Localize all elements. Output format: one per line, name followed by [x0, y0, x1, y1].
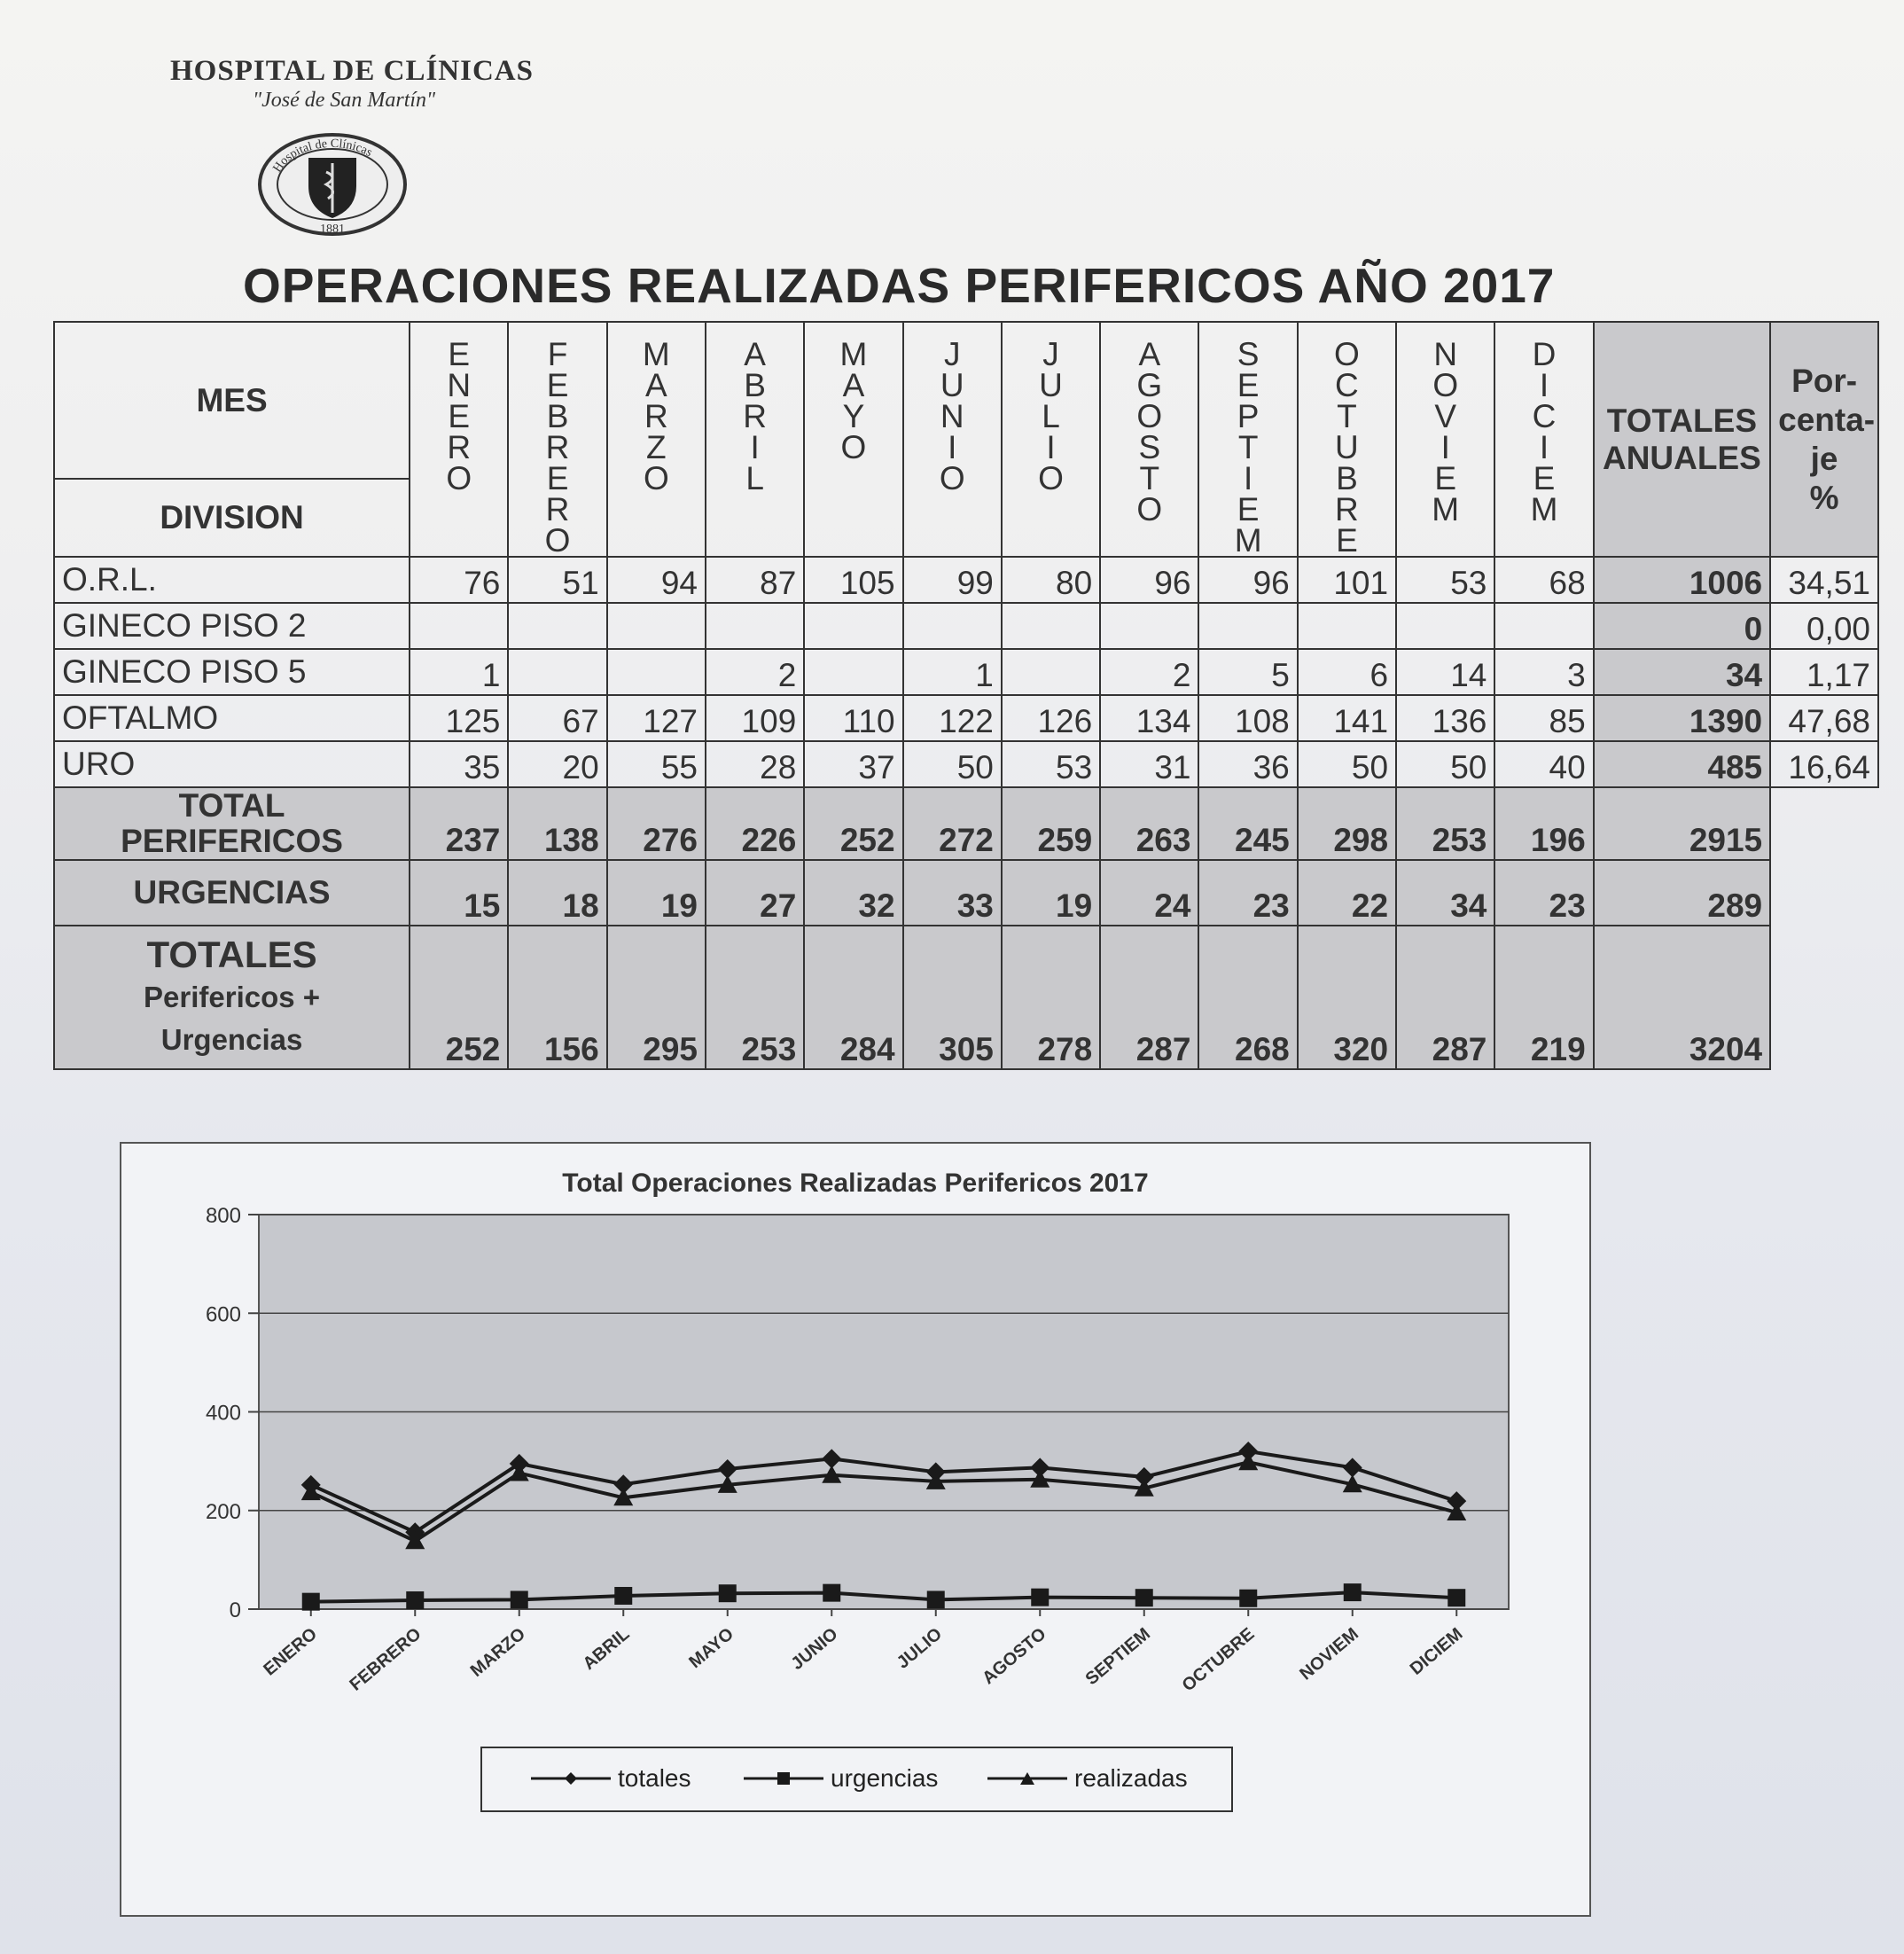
cell-value: 40: [1494, 741, 1593, 787]
cell-value: 20: [508, 741, 606, 787]
month-letter: R: [545, 429, 570, 465]
chart-svg: [121, 1144, 1589, 1729]
month-header: [1198, 322, 1297, 557]
totales-label-line: TOTALES: [146, 934, 317, 975]
cell-value: [1396, 603, 1494, 649]
total_perifericos-value: 276: [607, 787, 706, 860]
month-letter: U: [940, 367, 964, 403]
cell-value: 67: [508, 695, 606, 741]
month-letter: E: [1533, 460, 1556, 496]
month-letter: E: [448, 336, 471, 372]
y-tick-label: 600: [205, 1302, 241, 1327]
data-point-urgencias: [1031, 1589, 1049, 1606]
cell-value: [903, 603, 1002, 649]
totales-value: 278: [1002, 926, 1100, 1069]
x-tick-label: OCTUBRE: [1178, 1623, 1259, 1696]
month-letter: B: [744, 367, 766, 403]
month-letter: C: [1532, 398, 1557, 434]
totales-value: 156: [508, 926, 606, 1069]
total_perifericos-value: 298: [1298, 787, 1396, 860]
month-letter: C: [1335, 367, 1359, 403]
cell-value: [706, 603, 804, 649]
month-header: [903, 322, 1002, 557]
table-row: [54, 649, 1878, 695]
month-letter: T: [1139, 460, 1160, 496]
y-tick-label: 400: [205, 1401, 241, 1426]
totales-value: 305: [903, 926, 1002, 1069]
month-letter: J: [1042, 336, 1059, 372]
month-letter: E: [1237, 491, 1260, 528]
chart-title: Total Operaciones Realizadas Perifericos 2017: [562, 1168, 1149, 1198]
legend-item-urgencias: [744, 1764, 938, 1793]
month-letter: R: [743, 398, 767, 434]
data-point-urgencias: [614, 1587, 632, 1605]
total_perifericos-label-line: PERIFERICOS: [121, 823, 343, 859]
month-letter: O: [1136, 491, 1163, 528]
month-letter: I: [1539, 367, 1549, 403]
month-letter: R: [447, 429, 472, 465]
data-point-urgencias: [406, 1591, 424, 1609]
month-header: [1494, 322, 1593, 557]
y-tick-label: 800: [205, 1204, 241, 1228]
seal-text: Hospital de Clínicas: [270, 137, 375, 176]
cell-value: 101: [1298, 557, 1396, 603]
x-tick-label: AGOSTO: [979, 1623, 1050, 1689]
cell-value: 127: [607, 695, 706, 741]
total_perifericos-value: 196: [1494, 787, 1593, 860]
cell-value: 76: [410, 557, 508, 603]
urgencias-row: [54, 860, 1878, 926]
annual-total: 485: [1594, 741, 1770, 787]
percentage: 0,00: [1770, 603, 1878, 649]
month-letter: R: [545, 491, 570, 528]
month-letter: T: [1237, 429, 1259, 465]
totales-value: 295: [607, 926, 706, 1069]
cell-value: 80: [1002, 557, 1100, 603]
month-letter: D: [1532, 336, 1557, 372]
month-letter: B: [1336, 460, 1358, 496]
line-chart: [120, 1142, 1591, 1917]
month-letter: A: [842, 367, 865, 403]
month-letter: O: [840, 429, 867, 465]
x-tick-label: MARZO: [466, 1623, 529, 1681]
x-tick-label: ABRIL: [579, 1623, 634, 1675]
cell-value: [1100, 603, 1198, 649]
legend-item-realizadas: [987, 1764, 1188, 1793]
annual-total: 0: [1594, 603, 1770, 649]
month-header: [706, 322, 804, 557]
month-letter: A: [644, 367, 667, 403]
month-letter: O: [544, 522, 571, 559]
month-letter: O: [643, 460, 669, 496]
month-letter: N: [940, 398, 964, 434]
month-letter: M: [839, 336, 868, 372]
month-letter: M: [1234, 522, 1262, 559]
month-letter: O: [1334, 336, 1360, 372]
month-letter: O: [939, 460, 965, 496]
x-tick-label: JUNIO: [787, 1623, 842, 1675]
data-point-urgencias: [1344, 1583, 1362, 1601]
cell-value: 1: [903, 649, 1002, 695]
data-point-urgencias: [302, 1593, 320, 1611]
cell-value: 126: [1002, 695, 1100, 741]
urgencias-value: 23: [1198, 860, 1297, 926]
cell-value: [804, 603, 902, 649]
pct-header-line: je: [1810, 440, 1838, 477]
cell-value: 110: [804, 695, 902, 741]
urgencias-value: 23: [1494, 860, 1593, 926]
month-letter: E: [546, 460, 569, 496]
cell-value: 87: [706, 557, 804, 603]
month-letter: V: [1434, 398, 1457, 434]
division-name: GINECO PISO 5: [54, 649, 410, 695]
cell-value: [1002, 649, 1100, 695]
month-letter: U: [1039, 367, 1063, 403]
cell-value: 3: [1494, 649, 1593, 695]
month-letter: N: [1433, 336, 1458, 372]
data-point-urgencias: [823, 1584, 840, 1602]
cell-value: 53: [1002, 741, 1100, 787]
totales-value: 219: [1494, 926, 1593, 1069]
urgencias-value: 34: [1396, 860, 1494, 926]
totales-anuales-header: TOTALES ANUALES: [1594, 322, 1770, 557]
cell-value: 14: [1396, 649, 1494, 695]
cell-value: 108: [1198, 695, 1297, 741]
total_perifericos-row: [54, 787, 1878, 860]
annual-total: 34: [1594, 649, 1770, 695]
cell-value: [1494, 603, 1593, 649]
total_perifericos-total: 2915: [1594, 787, 1770, 860]
totales-value: 252: [410, 926, 508, 1069]
cell-value: 2: [1100, 649, 1198, 695]
month-header: [1396, 322, 1494, 557]
urgencias-value: 22: [1298, 860, 1396, 926]
totales-label-line: Urgencias: [160, 1023, 303, 1056]
cell-value: 6: [1298, 649, 1396, 695]
month-letter: E: [1237, 367, 1260, 403]
annual-total: 1006: [1594, 557, 1770, 603]
urgencias-value: 33: [903, 860, 1002, 926]
data-point-urgencias: [1239, 1590, 1257, 1607]
cell-value: [508, 603, 606, 649]
cell-value: 68: [1494, 557, 1593, 603]
month-letter: I: [1046, 429, 1056, 465]
total_perifericos-value: 245: [1198, 787, 1297, 860]
cell-value: 85: [1494, 695, 1593, 741]
month-letter: G: [1136, 367, 1163, 403]
data-point-urgencias: [1448, 1589, 1465, 1606]
urgencias-value: 19: [607, 860, 706, 926]
totales-total: 3204: [1594, 926, 1770, 1069]
cell-value: [1002, 603, 1100, 649]
month-letter: E: [448, 398, 471, 434]
month-header: [607, 322, 706, 557]
cell-value: 134: [1100, 695, 1198, 741]
total_perifericos-value: 237: [410, 787, 508, 860]
month-letter: Z: [646, 429, 667, 465]
cell-value: 50: [1298, 741, 1396, 787]
data-point-urgencias: [719, 1584, 737, 1602]
totales-label-line: Perifericos +: [144, 981, 321, 1013]
cell-value: 51: [508, 557, 606, 603]
total_perifericos-value: 259: [1002, 787, 1100, 860]
percentage: 16,64: [1770, 741, 1878, 787]
legend-label: urgencias: [831, 1764, 939, 1792]
percentage: 47,68: [1770, 695, 1878, 741]
cell-value: 96: [1100, 557, 1198, 603]
month-header: [1100, 322, 1198, 557]
month-letter: O: [1432, 367, 1459, 403]
seal-year: 1881: [320, 223, 345, 236]
cell-value: 35: [410, 741, 508, 787]
urgencias-value: 27: [706, 860, 804, 926]
totales-value: 253: [706, 926, 804, 1069]
cell-value: [508, 649, 606, 695]
total_perifericos-value: 226: [706, 787, 804, 860]
x-tick-label: DICIEM: [1406, 1623, 1467, 1679]
urgencias-value: 24: [1100, 860, 1198, 926]
cell-value: 105: [804, 557, 902, 603]
totales-value: 287: [1396, 926, 1494, 1069]
cell-value: 28: [706, 741, 804, 787]
y-tick-label: 200: [205, 1499, 241, 1524]
month-letter: F: [547, 336, 568, 372]
urgencias-value: 19: [1002, 860, 1100, 926]
cell-value: [607, 649, 706, 695]
table-row: [54, 557, 1878, 603]
month-letter: A: [1138, 336, 1161, 372]
division-name: GINECO PISO 2: [54, 603, 410, 649]
month-letter: I: [1539, 429, 1549, 465]
x-tick-label: MAYO: [685, 1623, 737, 1673]
month-letter: O: [1136, 398, 1163, 434]
division-name: O.R.L.: [54, 557, 410, 603]
month-letter: J: [943, 336, 961, 372]
total_perifericos-value: 138: [508, 787, 606, 860]
month-letter: O: [1038, 460, 1064, 496]
total_perifericos-label-line: TOTAL: [178, 787, 285, 824]
cell-value: 141: [1298, 695, 1396, 741]
cell-value: 50: [903, 741, 1002, 787]
month-letter: I: [1243, 460, 1253, 496]
month-letter: U: [1335, 429, 1359, 465]
mes-header: MES: [54, 322, 410, 479]
cell-value: 36: [1198, 741, 1297, 787]
cell-value: [804, 649, 902, 695]
month-letter: O: [446, 460, 472, 496]
urgencias-value: 18: [508, 860, 606, 926]
cell-value: 1: [410, 649, 508, 695]
empty-cell: [1770, 787, 1878, 860]
month-letter: Y: [842, 398, 865, 434]
data-point-urgencias: [511, 1591, 528, 1608]
urgencias-value: 32: [804, 860, 902, 926]
cell-value: 37: [804, 741, 902, 787]
cell-value: 96: [1198, 557, 1297, 603]
urgencias-total: 289: [1594, 860, 1770, 926]
month-letter: M: [1432, 491, 1460, 528]
legend-item-totales: [531, 1764, 691, 1793]
month-letter: A: [744, 336, 766, 372]
total_perifericos-value: 263: [1100, 787, 1198, 860]
month-letter: S: [1138, 429, 1161, 465]
month-letter: R: [1335, 491, 1359, 528]
month-header: [508, 322, 606, 557]
totales-value: 284: [804, 926, 902, 1069]
cell-value: [607, 603, 706, 649]
cell-value: 50: [1396, 741, 1494, 787]
data-point-urgencias: [1135, 1589, 1153, 1606]
hospital-subtitle: "José de San Martín": [253, 89, 436, 112]
hospital-seal: [257, 131, 408, 238]
cell-value: [1298, 603, 1396, 649]
totales-value: 287: [1100, 926, 1198, 1069]
month-letter: L: [1042, 398, 1060, 434]
legend-diamond-marker-icon: [531, 1770, 611, 1787]
data-point-urgencias: [927, 1591, 945, 1608]
month-letter: E: [546, 367, 569, 403]
month-letter: B: [546, 398, 569, 434]
month-header: [410, 322, 508, 557]
porcentaje-header: [1770, 322, 1878, 557]
month-letter: I: [948, 429, 957, 465]
month-letter: S: [1237, 336, 1260, 372]
totales-label: [54, 926, 410, 1069]
cell-value: 136: [1396, 695, 1494, 741]
cell-value: 53: [1396, 557, 1494, 603]
month-letter: E: [1336, 522, 1358, 559]
total_perifericos-value: 253: [1396, 787, 1494, 860]
operations-table: [53, 321, 1879, 1070]
cell-value: 122: [903, 695, 1002, 741]
total_perifericos-value: 272: [903, 787, 1002, 860]
division-name: URO: [54, 741, 410, 787]
table-row: [54, 603, 1878, 649]
hospital-name: HOSPITAL DE CLÍNICAS: [170, 55, 534, 87]
cell-value: [410, 603, 508, 649]
month-letter: E: [1434, 460, 1457, 496]
y-tick-label: 0: [229, 1598, 241, 1622]
month-letter: M: [1530, 491, 1558, 528]
empty-cell: [1770, 860, 1878, 926]
total_perifericos-label: [54, 787, 410, 860]
pct-header-line: centa-: [1778, 401, 1876, 438]
pct-header-line: %: [1809, 479, 1839, 516]
empty-cell: [1770, 926, 1878, 1069]
month-letter: P: [1237, 398, 1260, 434]
cell-value: [1198, 603, 1297, 649]
percentage: 34,51: [1770, 557, 1878, 603]
urgencias-label: [54, 860, 410, 926]
urgencias-value: 15: [410, 860, 508, 926]
legend-triangle-marker-icon: [987, 1770, 1067, 1787]
x-tick-label: NOVIEM: [1296, 1623, 1362, 1684]
cell-value: 5: [1198, 649, 1297, 695]
month-letter: I: [1440, 429, 1450, 465]
cell-value: 55: [607, 741, 706, 787]
legend-label: totales: [618, 1764, 691, 1792]
cell-value: 99: [903, 557, 1002, 603]
pct-header-line: Por-: [1791, 362, 1858, 399]
cell-value: 2: [706, 649, 804, 695]
percentage: 1,17: [1770, 649, 1878, 695]
annual-total: 1390: [1594, 695, 1770, 741]
cell-value: 94: [607, 557, 706, 603]
month-header: [804, 322, 902, 557]
division-name: OFTALMO: [54, 695, 410, 741]
month-letter: I: [750, 429, 760, 465]
month-header: [1298, 322, 1396, 557]
month-letter: R: [644, 398, 668, 434]
x-tick-label: SEPTIEM: [1081, 1623, 1154, 1690]
cell-value: 109: [706, 695, 804, 741]
legend-label: realizadas: [1074, 1764, 1188, 1792]
totales-value: 320: [1298, 926, 1396, 1069]
table-row: [54, 695, 1878, 741]
cell-value: 31: [1100, 741, 1198, 787]
division-header: DIVISION: [54, 479, 410, 557]
urgencias-label-line: URGENCIAS: [133, 874, 331, 911]
document-title: OPERACIONES REALIZADAS PERIFERICOS AÑO 2017: [243, 258, 1556, 313]
x-tick-label: ENERO: [260, 1623, 321, 1680]
chart-legend: [480, 1747, 1233, 1812]
total_perifericos-value: 252: [804, 787, 902, 860]
table-row: [54, 741, 1878, 787]
month-letter: M: [642, 336, 670, 372]
month-letter: N: [447, 367, 472, 403]
month-letter: T: [1337, 398, 1357, 434]
month-letter: L: [745, 460, 764, 496]
totales-row: [54, 926, 1878, 1069]
x-tick-label: FEBRERO: [346, 1623, 425, 1695]
x-tick-label: JULIO: [893, 1623, 946, 1673]
legend-square-marker-icon: [744, 1770, 823, 1787]
month-header: [1002, 322, 1100, 557]
cell-value: 125: [410, 695, 508, 741]
totales-value: 268: [1198, 926, 1297, 1069]
